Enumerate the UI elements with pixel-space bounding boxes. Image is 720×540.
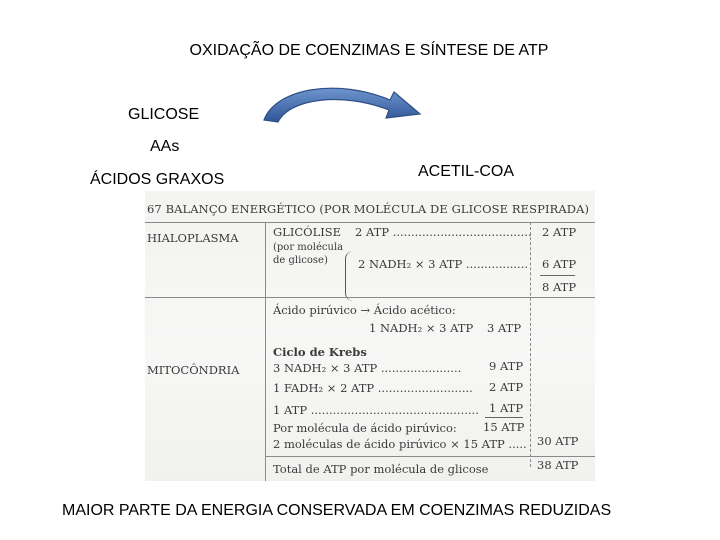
piruvico-value: 3 ATP [487, 321, 522, 335]
total-value: 38 ATP [537, 458, 579, 472]
slide-footer: MAIOR PARTE DA ENERGIA CONSERVADA EM COENZIMAS REDUZIDAS [62, 502, 612, 519]
glicolise-row-1: 2 ATP ...................................... [355, 225, 532, 239]
table-dashed-divider [530, 222, 532, 467]
piruvico-line-1: Ácido pirúvico → Ácido acético: [273, 303, 456, 317]
piruvico-line-2: 1 NADH₂ × 3 ATP [369, 321, 474, 335]
sum-line [485, 417, 523, 418]
krebs-row-2: 1 FADH₂ × 2 ATP .......................... [273, 381, 473, 395]
krebs-title: Ciclo de Krebs [273, 345, 367, 359]
energy-balance-table-photo [145, 191, 595, 481]
substrate-amino-acids: AAs [150, 138, 180, 155]
per-molecule-value: 15 ATP [483, 420, 525, 434]
brace [345, 251, 354, 301]
curved-arrow-icon [258, 80, 428, 130]
glicolise-row-2: 2 NADH₂ × 3 ATP ................. [358, 257, 529, 271]
krebs-row-1: 3 NADH₂ × 3 ATP ...................... [273, 361, 462, 375]
per-molecule-line: Por molécula de ácido pirúvico: [273, 421, 457, 435]
table-rule [145, 222, 595, 223]
glicolise-row-1-value: 2 ATP [542, 225, 577, 239]
total-label: Total de ATP por molécula de glicose [273, 462, 489, 476]
substrate-glucose: GLICOSE [128, 106, 200, 123]
glicolise-label: GLICÓLISE [273, 225, 342, 239]
sum-line [540, 275, 575, 276]
row-label-mitocondria: MITOCÔNDRIA [147, 363, 240, 377]
krebs-row-3-value: 1 ATP [489, 401, 524, 415]
product-acetyl-coa: ACETIL-COA [418, 163, 515, 180]
hialoplasma-total: 8 ATP [542, 280, 577, 294]
two-molecules-line: 2 moléculas de ácido pirúvico × 15 ATP ..... [273, 437, 527, 451]
row-label-hialoplasma: HIALOPLASMA [147, 231, 239, 245]
table-rule [145, 297, 595, 298]
krebs-row-2-value: 2 ATP [489, 380, 524, 394]
glicolise-row-2-value: 6 ATP [542, 257, 577, 271]
two-molecules-value: 30 ATP [537, 434, 579, 448]
table-rule [265, 456, 595, 457]
table-caption: 67 BALANÇO ENERGÉTICO (POR MOLÉCULA DE GLICOSE RESPIRADA) [147, 202, 590, 216]
table-divider [265, 222, 266, 481]
krebs-row-3: 1 ATP .............................................. [273, 403, 479, 417]
krebs-row-1-value: 9 ATP [489, 359, 524, 373]
slide-title: OXIDAÇÃO DE COENZIMAS E SÍNTESE DE ATP [189, 42, 549, 59]
glicolise-note-1: (por molécula [273, 242, 344, 253]
substrate-fatty-acids: ÁCIDOS GRAXOS [90, 171, 225, 188]
glicolise-note-2: de glicose) [273, 255, 328, 266]
